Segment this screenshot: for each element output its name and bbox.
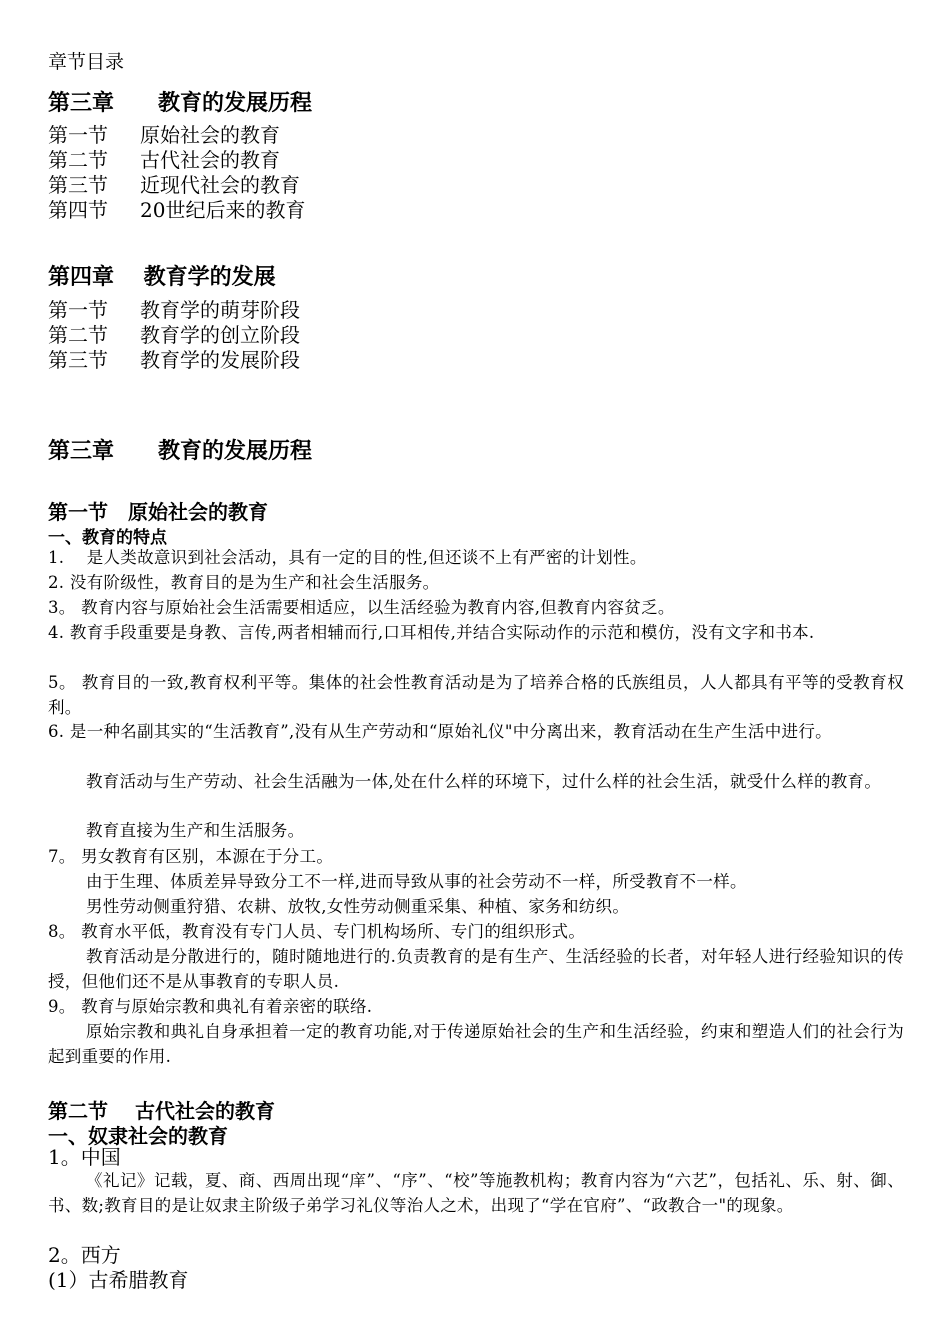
toc-item-number: 第二节 <box>48 148 108 172</box>
paragraph: 由于生理、体质差异导致分工不一样,进而导致从事的社会劳动不一样，所受教育不一样。 <box>86 872 747 891</box>
toc-chapter3-item-3[interactable] <box>48 173 300 198</box>
paragraph: 7。 男女教育有区别，本源在于分工。 <box>48 847 334 866</box>
toc-item-title: 教育学的创立阶段 <box>140 323 300 347</box>
paragraph: 6. 是一种名副其实的“生活教育”,没有从生产劳动和“原始礼仪"中分离出来，教育活动在生产生活中进行。 <box>48 722 832 741</box>
paragraph: 2. 没有阶级性，教育目的是为生产和社会生活服务。 <box>48 573 440 592</box>
section1-title: 第一节 原始社会的教育 <box>48 500 268 524</box>
paragraph: 男性劳动侧重狩猎、农耕、放牧,女性劳动侧重采集、种植、家务和纺织。 <box>86 897 630 916</box>
section2-subtitle: 一、奴隶社会的教育 <box>48 1124 228 1148</box>
west-label: 2。西方 <box>48 1243 121 1267</box>
paragraph: 原始宗教和典礼自身承担着一定的教育功能,对于传递原始社会的生产和生活经验，约束和塑造人们的社会行为起到重要的作用. <box>48 1022 904 1066</box>
toc-item-number: 第三节 <box>48 173 108 197</box>
toc-chapter4-title: 第四章 教育学的发展 <box>48 264 276 290</box>
chapter-title: 第三章 教育的发展历程 <box>48 438 313 464</box>
toc-item-title: 古代社会的教育 <box>140 148 280 172</box>
toc-item-number: 第二节 <box>48 323 108 347</box>
paragraph: 1. 是人类故意识到社会活动，具有一定的目的性,但还谈不上有严密的计划性。 <box>48 548 647 567</box>
toc-item-title: 原始社会的教育 <box>140 123 280 147</box>
toc-item-title: 教育学的发展阶段 <box>140 348 300 372</box>
toc-chapter3-item-4[interactable] <box>48 198 305 223</box>
toc-chapter3-item-1[interactable] <box>48 123 280 148</box>
paragraph: 教育直接为生产和生活服务。 <box>86 821 305 840</box>
toc-chapter4-item-2[interactable] <box>48 323 300 348</box>
toc-chapter4-item-1[interactable] <box>48 298 300 323</box>
toc-item-number: 第四节 <box>48 198 108 222</box>
paragraph: 3。 教育内容与原始社会生活需要相适应，以生活经验为教育内容,但教育内容贫乏。 <box>48 598 675 617</box>
toc-item-number: 第三节 <box>48 348 108 372</box>
section1-subtitle: 一、教育的特点 <box>48 528 167 548</box>
paragraph: 9。 教育与原始宗教和典礼有着亲密的联络. <box>48 997 373 1016</box>
toc-chapter3-item-2[interactable] <box>48 148 280 173</box>
toc-item-title: 近现代社会的教育 <box>140 173 300 197</box>
section2-title: 第二节 古代社会的教育 <box>48 1099 275 1123</box>
toc-chapter4-item-3[interactable] <box>48 348 300 373</box>
toc-item-title: 教育学的萌芽阶段 <box>140 298 300 322</box>
toc-chapter3-title: 第三章 教育的发展历程 <box>48 90 313 116</box>
toc-item-title: 20世纪后来的教育 <box>140 198 306 222</box>
toc-label: 章节目录 <box>48 51 125 73</box>
paragraph: 4. 教育手段重要是身教、言传,两者相辅而行,口耳相传,并结合实际动作的示范和模仿，没有文字和书本. <box>48 623 815 642</box>
paragraph: 5。 教育目的一致,教育权利平等。集体的社会性教育活动是为了培养合格的氏族组员，人人都具有平等的受教育权利。 <box>48 673 904 717</box>
paragraph: 教育活动与生产劳动、社会生活融为一体,处在什么样的环境下，过什么样的社会生活，就受什么样的教育。 <box>86 772 882 791</box>
paragraph: 教育活动是分散进行的，随时随地进行的.负责教育的是有生产、生活经验的长者，对年轻人进行经验知识的传授，但他们还不是从事教育的专职人员. <box>48 947 904 991</box>
paragraph: 8。 教育水平低，教育没有专门人员、专门机构场所、专门的组织形式。 <box>48 922 586 941</box>
china-label: 1。中国 <box>48 1145 121 1169</box>
toc-item-number: 第一节 <box>48 298 108 322</box>
toc-item-number: 第一节 <box>48 123 108 147</box>
paragraph: 《礼记》记载，夏、商、西周出现“庠”、“序”、“校”等施教机构；教育内容为“六艺”，包括礼、乐、射、御、书、数;教育目的是让奴隶主阶级子弟学习礼仪等治人之术，出现了“学在官府”、“政教合一"的现象。 <box>48 1171 904 1215</box>
greece-label: (1）古希腊教育 <box>48 1268 189 1292</box>
